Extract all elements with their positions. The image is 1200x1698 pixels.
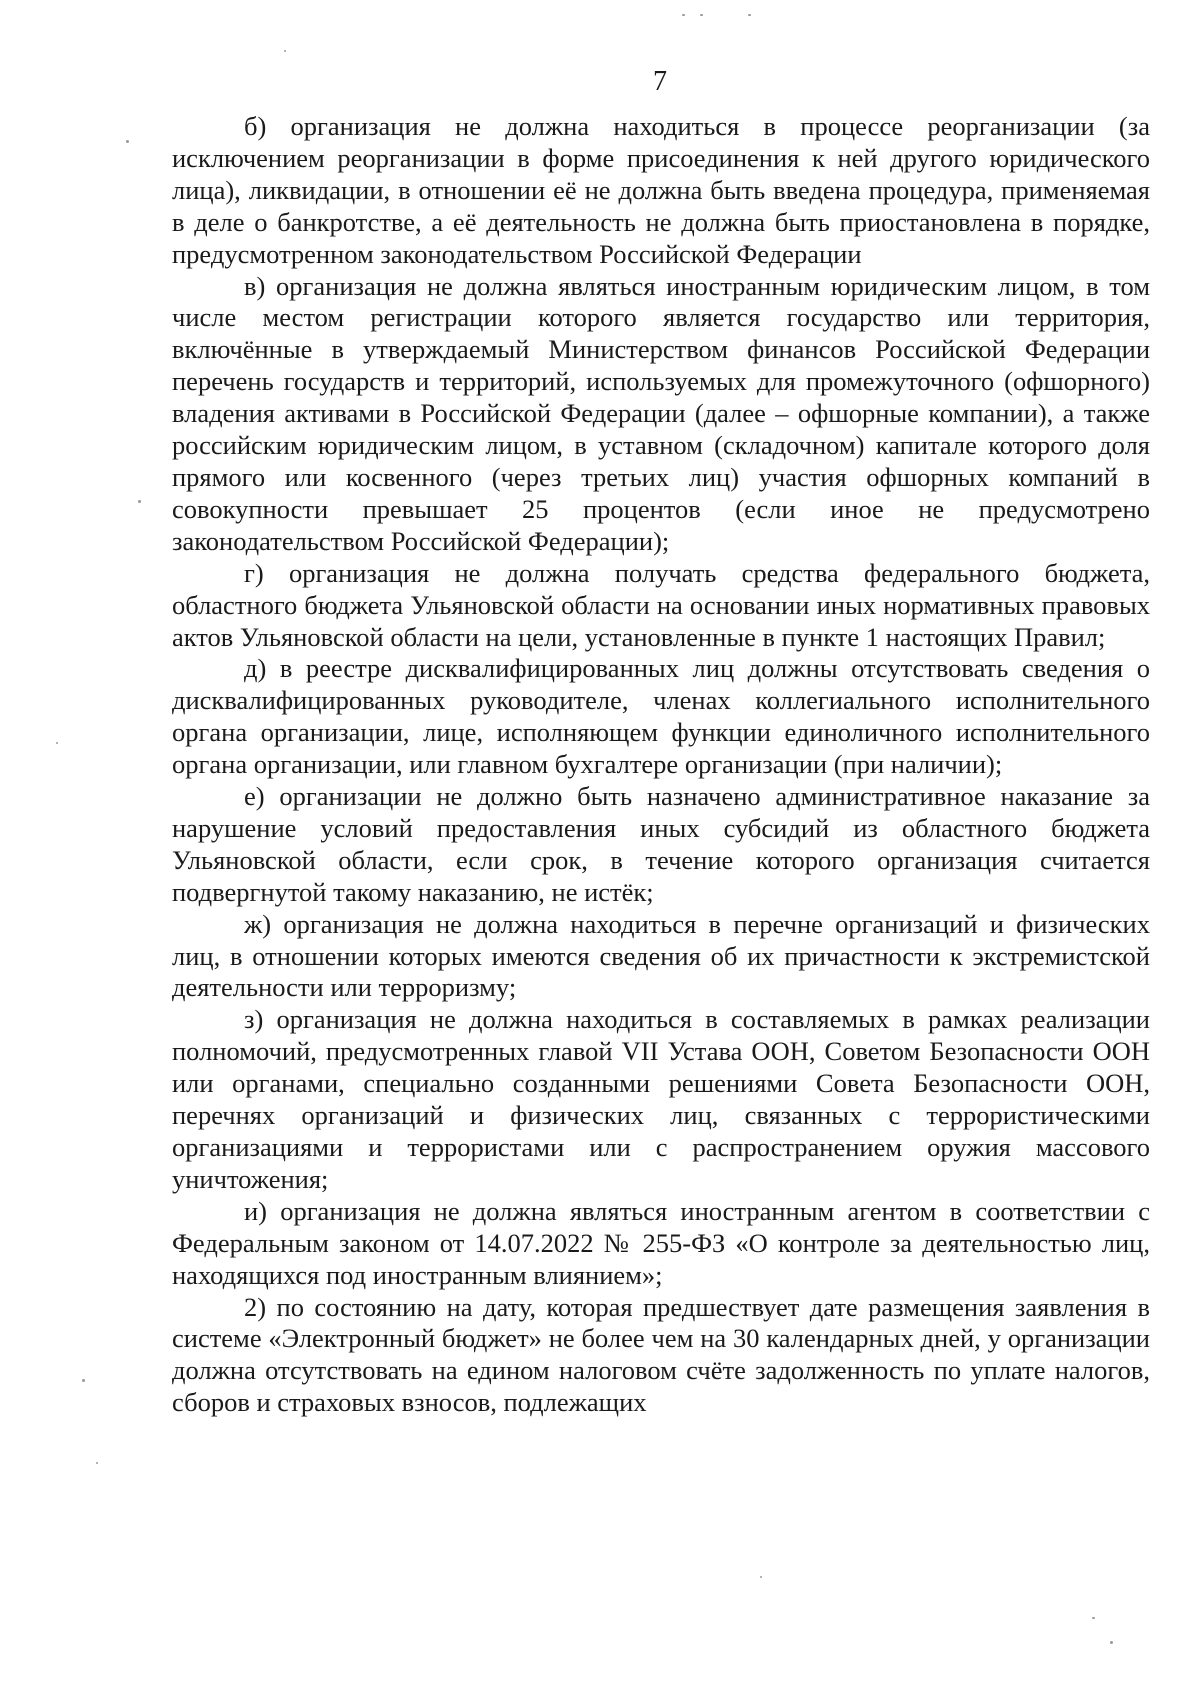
scan-speck: [1110, 1641, 1113, 1644]
scan-speck: [138, 500, 141, 503]
paragraph-b: б) организация не должна находиться в процессе реорганизации (за исключением реорганизации в форме присоединения к ней другого юридического лица), ликвидации, в отношении её не должна быть введена процедура, применяемая в деле о банкротстве, а её деятельность не должна быть приостановлена в порядке, предусмотренном законодательством Российской Федерации: [172, 111, 1150, 269]
paragraph-z: з) организация не должна находиться в составляемых в рамках реализации полномочий, предусмотренных главой VII Устава ООН, Советом Безопасности ООН или органами, специально созданными решениями Совета Безопасности ООН, перечнях организаций и физических лиц, связанных с террористическими организациями и террористами или с распространением оружия массового уничтожения;: [172, 1004, 1150, 1194]
scan-speck: [700, 14, 703, 16]
paragraph-i: и) организация не должна являться иностранным агентом в соответствии с Федеральным законом от 14.07.2022 № 255-ФЗ «О контроле за деятельностью лиц, находящихся под иностранным влиянием»;: [172, 1195, 1150, 1290]
paragraph-e: е) организации не должно быть назначено административное наказание за нарушение условий предоставления иных субсидий из областного бюджета Ульяновской области, если срок, в течение которого организация считается подвергнутой такому наказанию, не истёк;: [172, 781, 1150, 907]
scan-speck: [56, 742, 58, 744]
paragraph-zh: ж) организация не должна находиться в перечне организаций и физических лиц, в отношении которых имеются сведения об их причастности к экстремистской деятельности или терроризму;: [172, 908, 1150, 1003]
paragraph-v: в) организация не должна являться иностранным юридическим лицом, в том числе местом регистрации которого является государство или территория, включённые в утверждаемый Министерством финансов Российской Федерации перечень государств и территорий, используемых для промежуточного (офшорного) владения активами в Российской Федерации (далее – офшорные компании), а также российским юридическим лицом, в уставном (складочном) капитале которого доля прямого или косвенного (через третьих лиц) участия офшорных компаний в совокупности превышает 25 процентов (если иное не предусмотрено законодательством Российской Федерации);: [172, 270, 1150, 556]
scan-speck: [82, 1379, 85, 1382]
paragraph-2: 2) по состоянию на дату, которая предшествует дате размещения заявления в системе «Электронный бюджет» не более чем на 30 календарных дней, у организации должна отсутствовать на едином налоговом счёте задолженность по уплате налогов, сборов и страховых взносов, подлежащих: [172, 1291, 1150, 1418]
document-body: [172, 111, 1150, 1419]
scan-speck: [682, 14, 685, 16]
scan-speck: [126, 140, 129, 143]
scan-speck: [760, 1576, 762, 1578]
scan-speck: [1092, 1617, 1095, 1619]
page-number: 7: [653, 66, 667, 97]
paragraph-g: г) организация не должна получать средства федерального бюджета, областного бюджета Ульяновской области на основании иных нормативных правовых актов Ульяновской области на цели, установленные в пункте 1 настоящих Правил;: [172, 557, 1150, 652]
scan-speck: [748, 14, 751, 16]
scan-speck: [96, 1462, 98, 1464]
scan-speck: [284, 50, 286, 52]
paragraph-d: д) в реестре дисквалифицированных лиц должны отсутствовать сведения о дисквалифицированных руководителе, членах коллегиального исполнительного органа организации, лице, исполняющем функции единоличного исполнительного органа организации, или главном бухгалтере организации (при наличии);: [172, 653, 1150, 780]
